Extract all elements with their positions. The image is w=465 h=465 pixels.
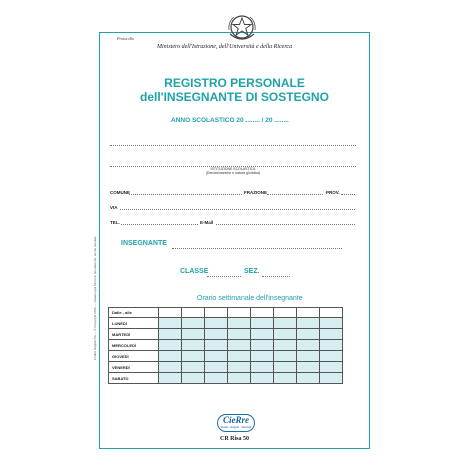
schedule-cell[interactable] bbox=[297, 351, 320, 362]
schedule-cell[interactable] bbox=[274, 329, 297, 340]
schedule-time-slot[interactable] bbox=[228, 308, 251, 318]
schedule-cell[interactable] bbox=[159, 351, 182, 362]
schedule-cell[interactable] bbox=[297, 362, 320, 373]
schedule-cell[interactable] bbox=[205, 318, 228, 329]
schedule-cell[interactable] bbox=[320, 351, 343, 362]
schedule-cell[interactable] bbox=[182, 362, 205, 373]
schedule-row bbox=[109, 351, 343, 362]
schedule-cell[interactable] bbox=[297, 329, 320, 340]
tel-field[interactable] bbox=[121, 224, 198, 225]
schedule-row bbox=[109, 329, 343, 340]
schedule-cell[interactable] bbox=[159, 318, 182, 329]
schedule-cell[interactable] bbox=[251, 340, 274, 351]
schedule-cell[interactable] bbox=[228, 351, 251, 362]
prov-label: PROV. bbox=[326, 190, 340, 195]
schedule-row bbox=[109, 340, 343, 351]
school-year-field[interactable]: ANNO SCOLASTICO 20 ........ / 20 ........ bbox=[171, 117, 289, 124]
institution-caption: ISTITUZIONE SCOLASTICA bbox=[210, 167, 256, 171]
schedule-cell[interactable] bbox=[182, 318, 205, 329]
schedule-day-label: VENERDÌ bbox=[109, 362, 159, 373]
schedule-cell[interactable] bbox=[274, 373, 297, 384]
schedule-cell[interactable] bbox=[320, 329, 343, 340]
schedule-time-slot[interactable] bbox=[320, 308, 343, 318]
schedule-cell[interactable] bbox=[274, 318, 297, 329]
schedule-cell[interactable] bbox=[251, 329, 274, 340]
schedule-cell[interactable] bbox=[228, 362, 251, 373]
comune-label: COMUNE bbox=[110, 190, 130, 195]
logo-brand: CieRre bbox=[223, 415, 249, 425]
insegnante-label: INSEGNANTE bbox=[121, 240, 167, 247]
schedule-time-slot[interactable] bbox=[274, 308, 297, 318]
schedule-cell[interactable] bbox=[251, 362, 274, 373]
email-field[interactable] bbox=[216, 224, 355, 225]
schedule-day-label: SABATO bbox=[109, 373, 159, 384]
schedule-cell[interactable] bbox=[159, 362, 182, 373]
schedule-cell[interactable] bbox=[251, 318, 274, 329]
schedule-cell[interactable] bbox=[205, 351, 228, 362]
schedule-row bbox=[109, 362, 343, 373]
institution-line-1[interactable] bbox=[110, 145, 356, 146]
schedule-cell[interactable] bbox=[251, 351, 274, 362]
schedule-header-label: Dalle - alle bbox=[109, 308, 159, 318]
schedule-day-label: MERCOLEDÌ bbox=[109, 340, 159, 351]
schedule-cell[interactable] bbox=[228, 329, 251, 340]
insegnante-field[interactable] bbox=[172, 248, 342, 249]
schedule-cell[interactable] bbox=[228, 373, 251, 384]
sez-label: SEZ. bbox=[244, 268, 260, 275]
document-title: REGISTRO PERSONALE bbox=[164, 76, 305, 90]
schedule-time-slot[interactable] bbox=[297, 308, 320, 318]
via-field[interactable] bbox=[120, 209, 355, 210]
schedule-cell[interactable] bbox=[159, 329, 182, 340]
document-subtitle: dell'INSEGNANTE DI SOSTEGNO bbox=[140, 90, 329, 104]
schedule-cell[interactable] bbox=[205, 362, 228, 373]
email-label: E-Mail bbox=[200, 220, 214, 225]
logo-brand-sub: Moduli - Registri - Stampati bbox=[220, 426, 252, 429]
schedule-day-label: GIOVEDÌ bbox=[109, 351, 159, 362]
schedule-cell[interactable] bbox=[182, 373, 205, 384]
classe-field[interactable] bbox=[207, 276, 241, 277]
frazione-field[interactable] bbox=[267, 194, 323, 195]
schedule-time-slot[interactable] bbox=[159, 308, 182, 318]
schedule-cell[interactable] bbox=[159, 373, 182, 384]
schedule-cell[interactable] bbox=[182, 351, 205, 362]
sez-field[interactable] bbox=[262, 276, 290, 277]
schedule-cell[interactable] bbox=[182, 340, 205, 351]
frazione-label: FRAZIONE bbox=[244, 190, 267, 195]
schedule-cell[interactable] bbox=[205, 329, 228, 340]
via-label: VIA bbox=[110, 205, 118, 210]
schedule-cell[interactable] bbox=[251, 373, 274, 384]
prov-field[interactable] bbox=[341, 194, 355, 195]
schedule-table bbox=[108, 307, 343, 384]
schedule-row bbox=[109, 373, 343, 384]
schedule-day-label: MARTEDÌ bbox=[109, 329, 159, 340]
schedule-cell[interactable] bbox=[274, 362, 297, 373]
schedule-day-label: LUNEDÌ bbox=[109, 318, 159, 329]
protocol-label: Protocollo bbox=[117, 36, 134, 41]
tel-label: TEL. bbox=[110, 220, 120, 225]
schedule-header-row bbox=[109, 308, 343, 318]
classe-label: CLASSE bbox=[180, 268, 209, 275]
comune-field[interactable] bbox=[129, 194, 242, 195]
schedule-time-slot[interactable] bbox=[251, 308, 274, 318]
copyright-side-text: Codice Registri 5A — © Copyright 2015 — Vietata ogni forma di riproduzione, anche parziale bbox=[93, 236, 97, 360]
italian-republic-emblem-icon bbox=[225, 12, 259, 44]
schedule-cell[interactable] bbox=[297, 340, 320, 351]
schedule-title: Orario settimanale dell'insegnante bbox=[197, 295, 303, 302]
schedule-cell[interactable] bbox=[205, 340, 228, 351]
institution-sub-caption: (Denominazione e natura giuridica) bbox=[205, 171, 261, 175]
cierre-logo bbox=[217, 414, 255, 432]
schedule-cell[interactable] bbox=[228, 318, 251, 329]
schedule-cell[interactable] bbox=[320, 340, 343, 351]
schedule-cell[interactable] bbox=[228, 340, 251, 351]
schedule-row bbox=[109, 318, 343, 329]
schedule-cell[interactable] bbox=[320, 373, 343, 384]
schedule-cell[interactable] bbox=[320, 362, 343, 373]
schedule-cell[interactable] bbox=[320, 318, 343, 329]
schedule-cell[interactable] bbox=[274, 340, 297, 351]
schedule-time-slot[interactable] bbox=[205, 308, 228, 318]
schedule-cell[interactable] bbox=[205, 373, 228, 384]
schedule-cell[interactable] bbox=[182, 329, 205, 340]
product-code: CR Risa 50 bbox=[220, 436, 250, 442]
schedule-cell[interactable] bbox=[274, 351, 297, 362]
schedule-cell[interactable] bbox=[159, 340, 182, 351]
schedule-cell[interactable] bbox=[297, 318, 320, 329]
ministry-name: Ministero dell'Istruzione, dell'Università e della Ricerca bbox=[157, 44, 293, 50]
schedule-cell[interactable] bbox=[297, 373, 320, 384]
schedule-time-slot[interactable] bbox=[182, 308, 205, 318]
